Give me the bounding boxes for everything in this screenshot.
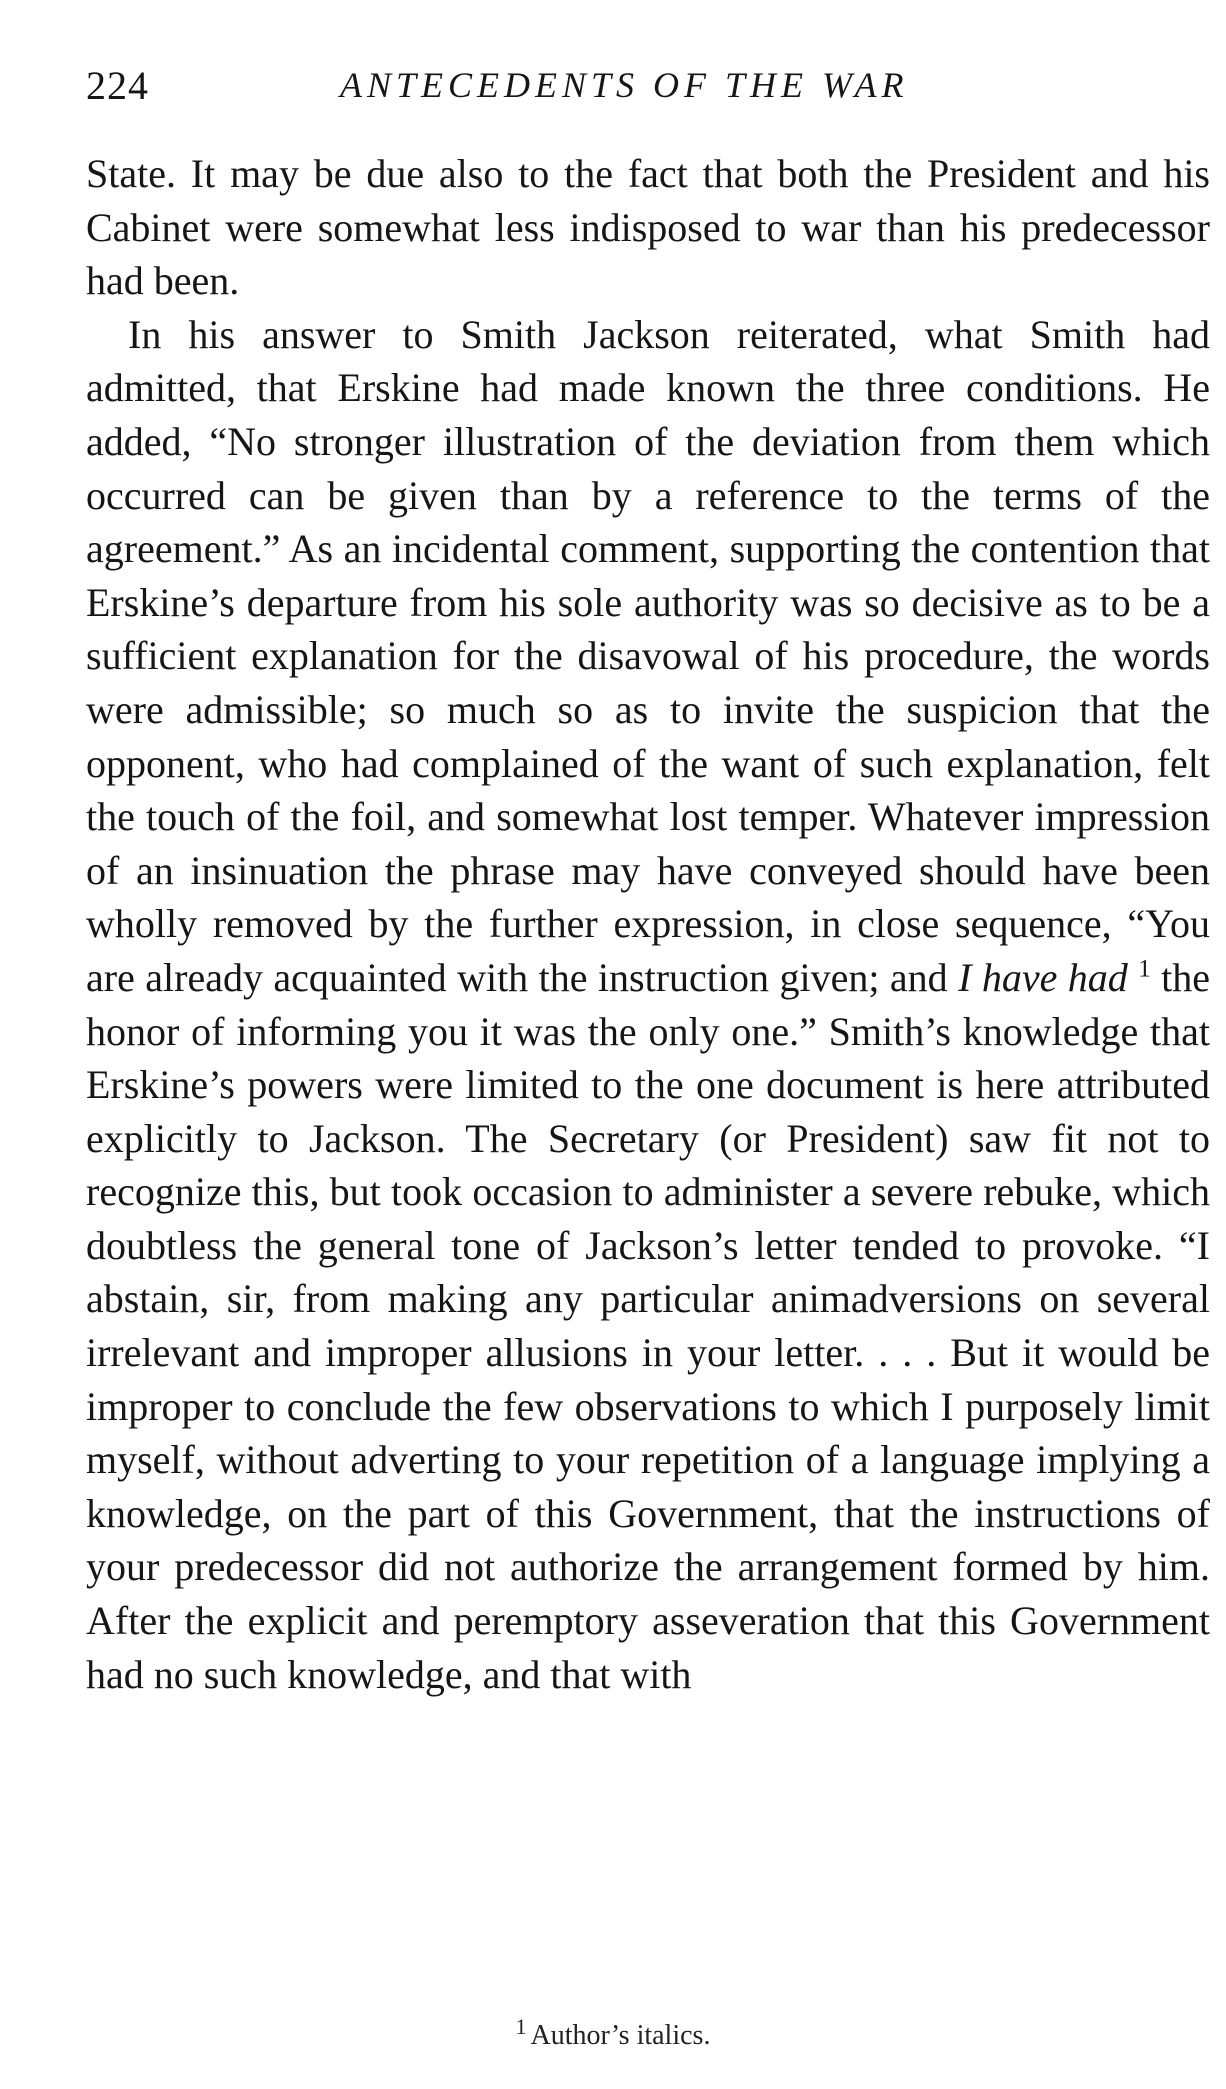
footnote-text: Author’s italics. [530, 2020, 711, 2051]
page-number: 224 [86, 63, 149, 108]
paragraph-2-text-a: In his answer to Smith Jackson reiterated, what Smith had admitted, that Erskine had made known the three conditions. He added, “No stronger illustration of the deviation from them which occurred can be given than by a reference to the terms of the agreement.” As an incidental comment, supporting the contention that Erskine’s departure from his sole authority was so decisive as to be a sufficient explanation for the disavowal of his procedure, the words were admissible; so much so as to invite the suspicion that the opponent, who had complained of the want of such explanation, felt the touch of the foil, and somewhat lost temper. Whatever impression of an insinuation the phrase may have conveyed should have been wholly removed by the further expression, in close sequence, “You are already acquainted with the instruction given; and [86, 311, 1210, 1000]
paragraph-1-text: State. It may be due also to the fact that both the President and his Cabinet were somewhat less indisposed to war than his predecessor had been. [86, 151, 1210, 304]
paragraph-2-text-b: the honor of informing you it was the only one.” Smith’s knowledge that Erskine’s powers were limited to the one document is here attributed explicitly to Jackson. The Secretary (or President) saw fit not to recognize this, but took occasion to administer a severe rebuke, which doubtless the general tone of Jackson’s letter tended to provoke. “I abstain, sir, from making any particular animadversions on several irrelevant and improper allusions in your letter. . . . But it would be improper to conclude the few observations to which I purposely limit myself, without adverting to your repetition of a language implying a knowledge, on the part of this Government, that the instructions of your predecessor did not authorize the arrangement formed by him. After the explicit and peremptory asseveration that this Government had no such knowledge, and that with [86, 954, 1211, 1697]
running-head [86, 62, 1210, 122]
footnote [0, 2013, 1226, 2052]
paragraph-2 [86, 308, 1210, 1701]
running-title: ANTECEDENTS OF THE WAR [340, 65, 909, 105]
footnote-mark: 1 [515, 2013, 527, 2039]
footnote-reference: 1 [1138, 955, 1151, 983]
paragraph-1 [86, 147, 1210, 308]
body-text [86, 147, 1210, 1701]
italic-emphasis: I have had [958, 954, 1128, 1000]
